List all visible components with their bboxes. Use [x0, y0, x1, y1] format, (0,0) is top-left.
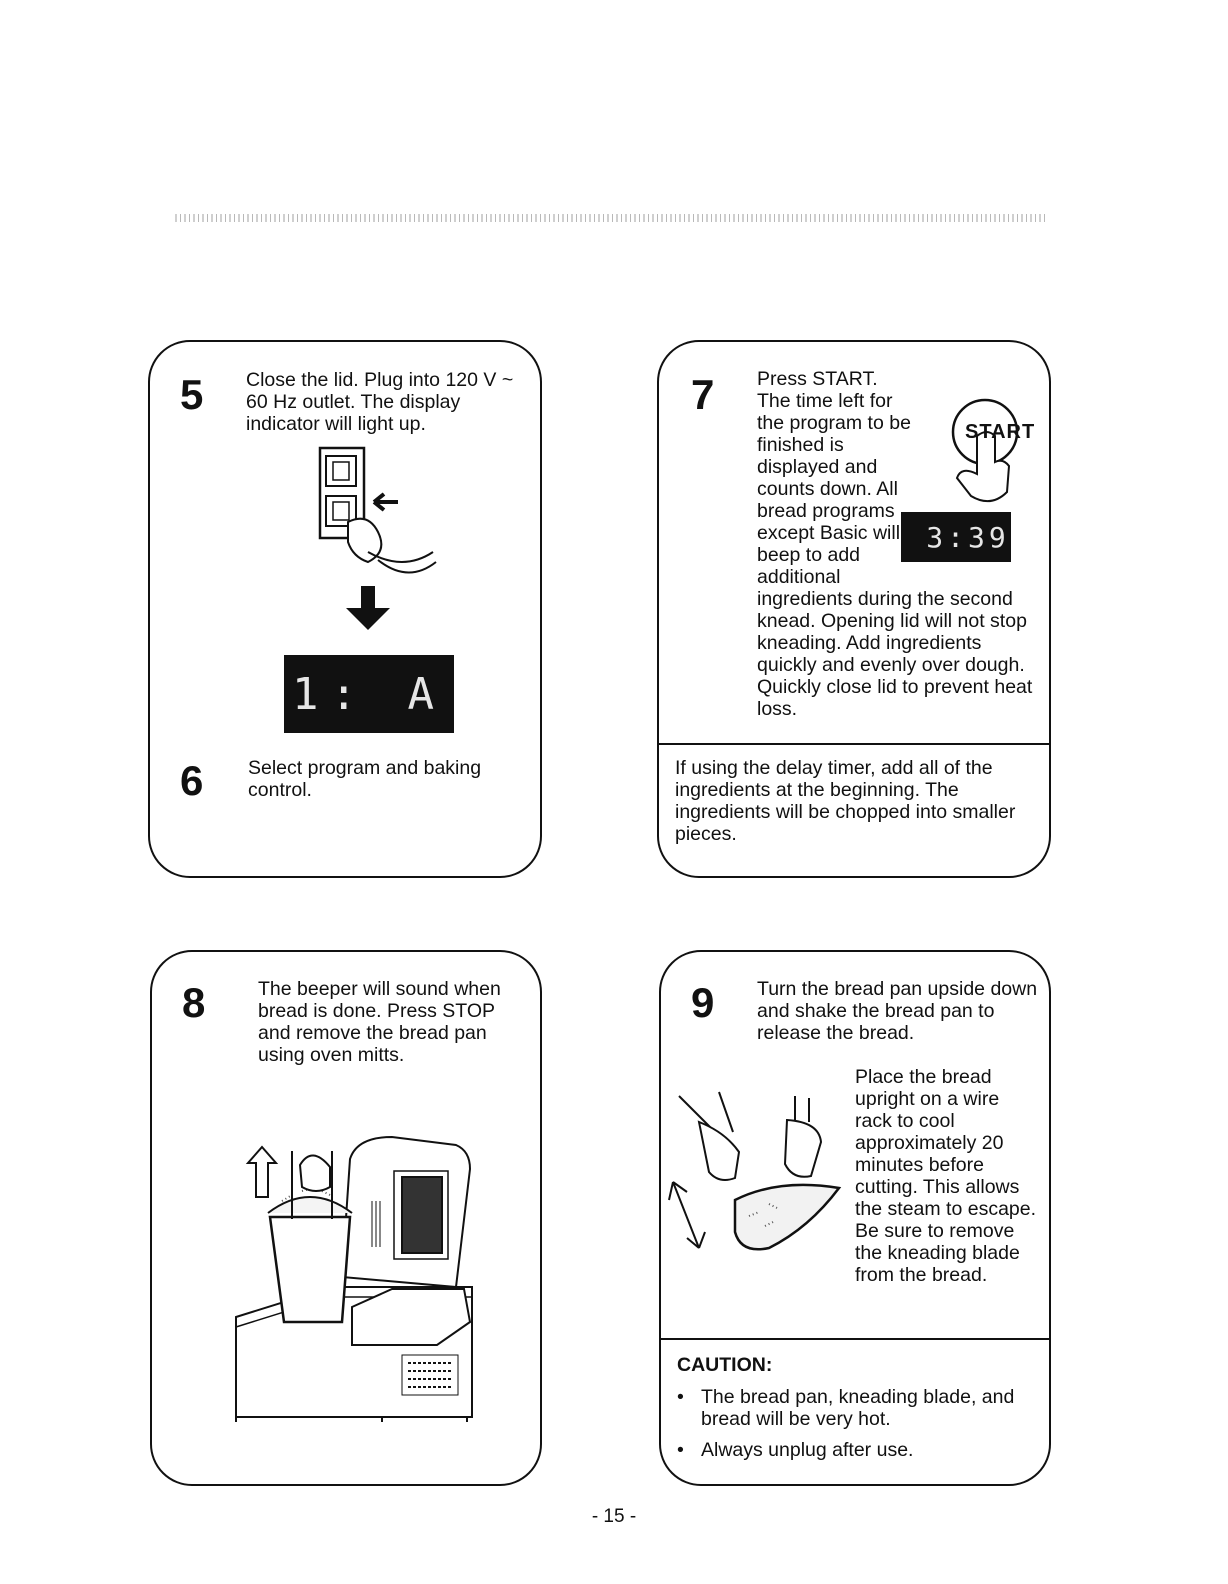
timer-display	[901, 512, 1011, 562]
shaking-bread-pan-illustration	[669, 1092, 849, 1262]
step-box-5-6	[148, 340, 542, 878]
step-text-5: Close the lid. Plug into 120 V ~ 60 Hz outlet. The display indicator will light up.	[246, 369, 514, 435]
step-text-9-continued: Place the bread upright on a wire rack to cool approximately 20 minutes before cutting. This allows the steam to escape. Be sure to remove the kneading blade from the bread.	[855, 1066, 1037, 1286]
step-box-8	[150, 950, 542, 1486]
scan-artifact-line	[175, 214, 1045, 222]
step-9-divider	[661, 1338, 1049, 1340]
step-number-7: 7	[691, 371, 715, 418]
program-display-value: 1: A	[292, 668, 446, 720]
program-display	[284, 655, 454, 733]
step-number-8: 8	[182, 979, 206, 1026]
step-number-6: 6	[180, 757, 204, 804]
step-number-9: 9	[691, 979, 715, 1026]
step-text-9: Turn the bread pan upside down and shake the bread pan to release the bread.	[757, 978, 1038, 1044]
step-number-5: 5	[180, 371, 204, 418]
start-button-label: START	[965, 421, 1036, 443]
caution-title: CAUTION:	[677, 1354, 773, 1376]
step-text-6: Select program and baking control.	[248, 757, 482, 801]
step-7-note: If using the delay timer, add all of the ingredients at the beginning. The ingredients will be chopped into smaller pieces.	[675, 757, 1016, 845]
caution-item: • The bread pan, kneading blade, and bread will be very hot.	[677, 1386, 1037, 1430]
start-button-press-illustration	[941, 396, 1041, 506]
bread-machine-illustration	[232, 1117, 482, 1422]
outlet-plug-illustration	[308, 442, 438, 592]
caution-item: • Always unplug after use.	[677, 1439, 1037, 1461]
step-text-8: The beeper will sound when bread is done. Press STOP and remove the bread pan using oven mitts.	[258, 978, 501, 1066]
step-box-7	[657, 340, 1051, 878]
step-box-9	[659, 950, 1051, 1486]
arrow-down-icon	[344, 586, 392, 630]
step-text-7-content: Press START. The time left for the program to be finished is displayed and counts down. All bread programs except Basic will beep to add additional ingredients during the second knead. Opening lid will not stop kneading. Add ingredients quickly and evenly over dough. Quickly close lid to prevent heat loss.	[757, 368, 1033, 720]
caution-list	[677, 1386, 1037, 1470]
page-number: - 15 -	[591, 1506, 637, 1527]
step-7-divider	[659, 743, 1049, 745]
timer-display-value: 3:39	[926, 520, 1010, 554]
